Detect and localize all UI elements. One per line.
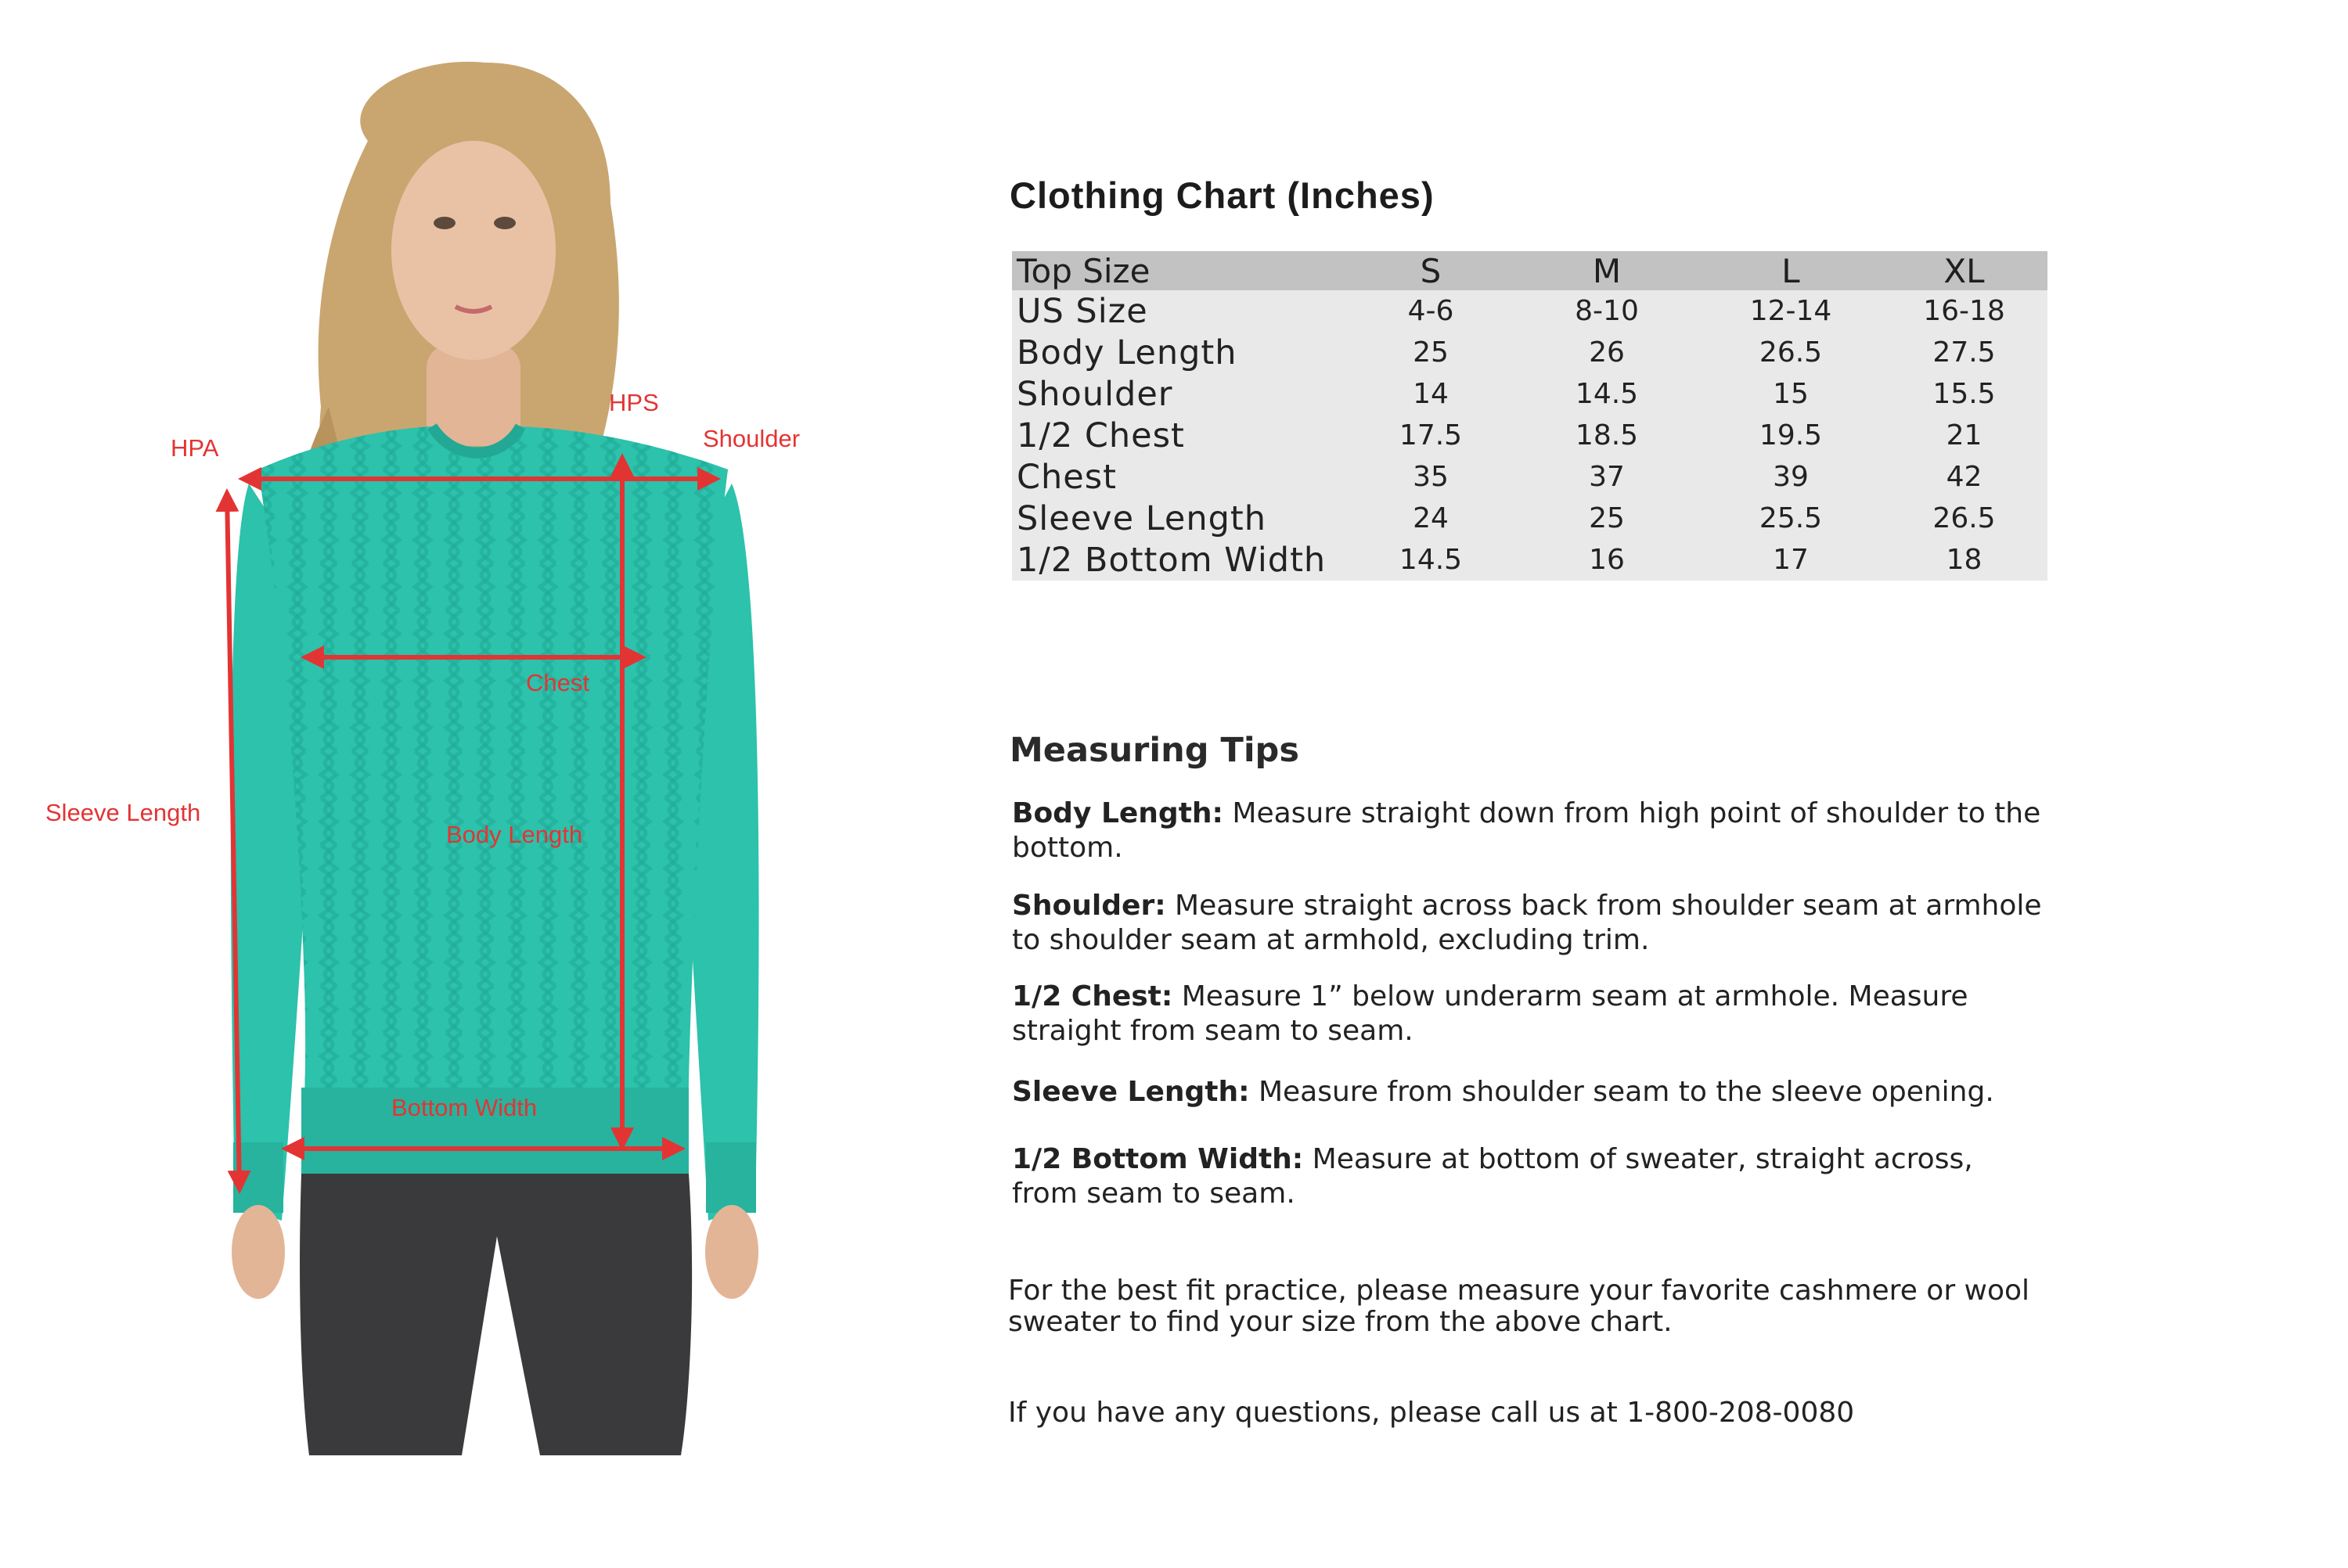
row-label: 1/2 Chest <box>1017 415 1185 455</box>
tip-text: Measure from shoulder seam to the sleeve opening. <box>1249 1076 1994 1108</box>
table-cell: 14 <box>1413 378 1449 410</box>
table-cell: 25 <box>1413 336 1449 369</box>
row-label: Shoulder <box>1017 374 1173 414</box>
tip-body-length <box>1012 797 2045 865</box>
chest-label: Chest <box>526 669 589 696</box>
table-cell: 16-18 <box>1923 295 2005 327</box>
row-label: 1/2 Bottom Width <box>1017 540 1327 580</box>
face <box>391 141 556 360</box>
tip-half-bottom-width <box>1012 1142 2045 1211</box>
table-cell: 25 <box>1589 502 1625 534</box>
right-cuff <box>706 1142 756 1213</box>
row-label: Chest <box>1017 457 1117 497</box>
table-row <box>1012 456 2047 498</box>
table-row <box>1012 539 2047 581</box>
table-cell: 14.5 <box>1399 544 1463 576</box>
chart-title: Clothing Chart (Inches) <box>1010 174 1435 216</box>
table-row <box>1012 290 2047 332</box>
table-cell: 27.5 <box>1932 336 1996 369</box>
table-cell: 14.5 <box>1575 378 1639 410</box>
tip-text: Measure straight down from high point of shoulder to the bottom. <box>1012 797 2041 864</box>
table-cell: 18.5 <box>1575 419 1639 451</box>
table-cell: 25.5 <box>1759 502 1823 534</box>
contact-note: If you have any questions, please call us at 1-800-208-0080 <box>1008 1397 1855 1429</box>
body-length-label: Body Length <box>446 821 583 848</box>
table-cell: 15.5 <box>1932 378 1996 410</box>
table-row <box>1012 415 2047 456</box>
header-size-s: S <box>1420 251 1442 290</box>
header-label: Top Size <box>1017 251 1151 290</box>
tip-term: Shoulder: <box>1012 890 1166 922</box>
size-header-row <box>1012 251 2047 290</box>
tip-term: Sleeve Length: <box>1012 1076 1250 1108</box>
table-cell: 18 <box>1946 544 1982 576</box>
table-cell: 17.5 <box>1399 419 1463 451</box>
hpa-label: HPA <box>171 434 219 462</box>
table-cell: 21 <box>1946 419 1982 451</box>
tip-sleeve-length <box>1012 1075 2045 1109</box>
row-label: US Size <box>1017 291 1148 331</box>
table-row <box>1012 373 2047 415</box>
tip-text: Measure 1” below underarm seam at armhole. Measure straight from seam to seam. <box>1012 980 1968 1047</box>
tip-text: Measure at bottom of sweater, straight across, from seam to seam. <box>1012 1143 1973 1210</box>
tip-term: 1/2 Chest: <box>1012 980 1173 1012</box>
table-cell: 16 <box>1589 544 1625 576</box>
table-cell: 26.5 <box>1932 502 1996 534</box>
table-row <box>1012 498 2047 539</box>
table-cell: 4-6 <box>1407 295 1454 327</box>
hps-label: HPS <box>609 389 659 416</box>
measuring-tips-title: Measuring Tips <box>1010 731 1299 770</box>
table-cell: 26 <box>1589 336 1625 369</box>
table-cell: 35 <box>1413 461 1449 493</box>
table-row <box>1012 332 2047 373</box>
tip-term: Body Length: <box>1012 797 1223 829</box>
bottom-width-label: Bottom Width <box>391 1094 538 1121</box>
header-size-m: M <box>1592 251 1622 290</box>
header-size-xl: XL <box>1943 251 1985 290</box>
header-size-l: L <box>1781 251 1800 290</box>
fit-note: For the best fit practice, please measure your favorite cashmere or wool sweater to find your size from the above chart. <box>1008 1275 2030 1338</box>
table-cell: 12-14 <box>1749 295 1832 327</box>
table-cell: 17 <box>1773 544 1809 576</box>
table-cell: 37 <box>1589 461 1625 493</box>
table-cell: 39 <box>1773 461 1809 493</box>
sweater-model-drawing <box>0 0 939 1565</box>
tip-half-chest <box>1012 980 2045 1048</box>
tip-text: Measure straight across back from shoulder seam at armhole to shoulder seam at armhold, excluding trim. <box>1012 890 2042 956</box>
model-illustration <box>0 0 939 1565</box>
size-chart-table <box>1012 251 2047 581</box>
pants <box>300 1174 692 1455</box>
table-cell: 26.5 <box>1759 336 1823 369</box>
table-cell: 8-10 <box>1575 295 1639 327</box>
sleeve-length-label: Sleeve Length <box>45 799 201 826</box>
table-cell: 19.5 <box>1759 419 1823 451</box>
table-cell: 24 <box>1413 502 1449 534</box>
row-label: Sleeve Length <box>1017 498 1267 538</box>
tip-term: 1/2 Bottom Width: <box>1012 1143 1304 1175</box>
shoulder-label: Shoulder <box>703 425 801 452</box>
row-label: Body Length <box>1017 333 1237 372</box>
table-cell: 15 <box>1773 378 1809 410</box>
tip-shoulder <box>1012 889 2045 958</box>
table-cell: 42 <box>1946 461 1982 493</box>
